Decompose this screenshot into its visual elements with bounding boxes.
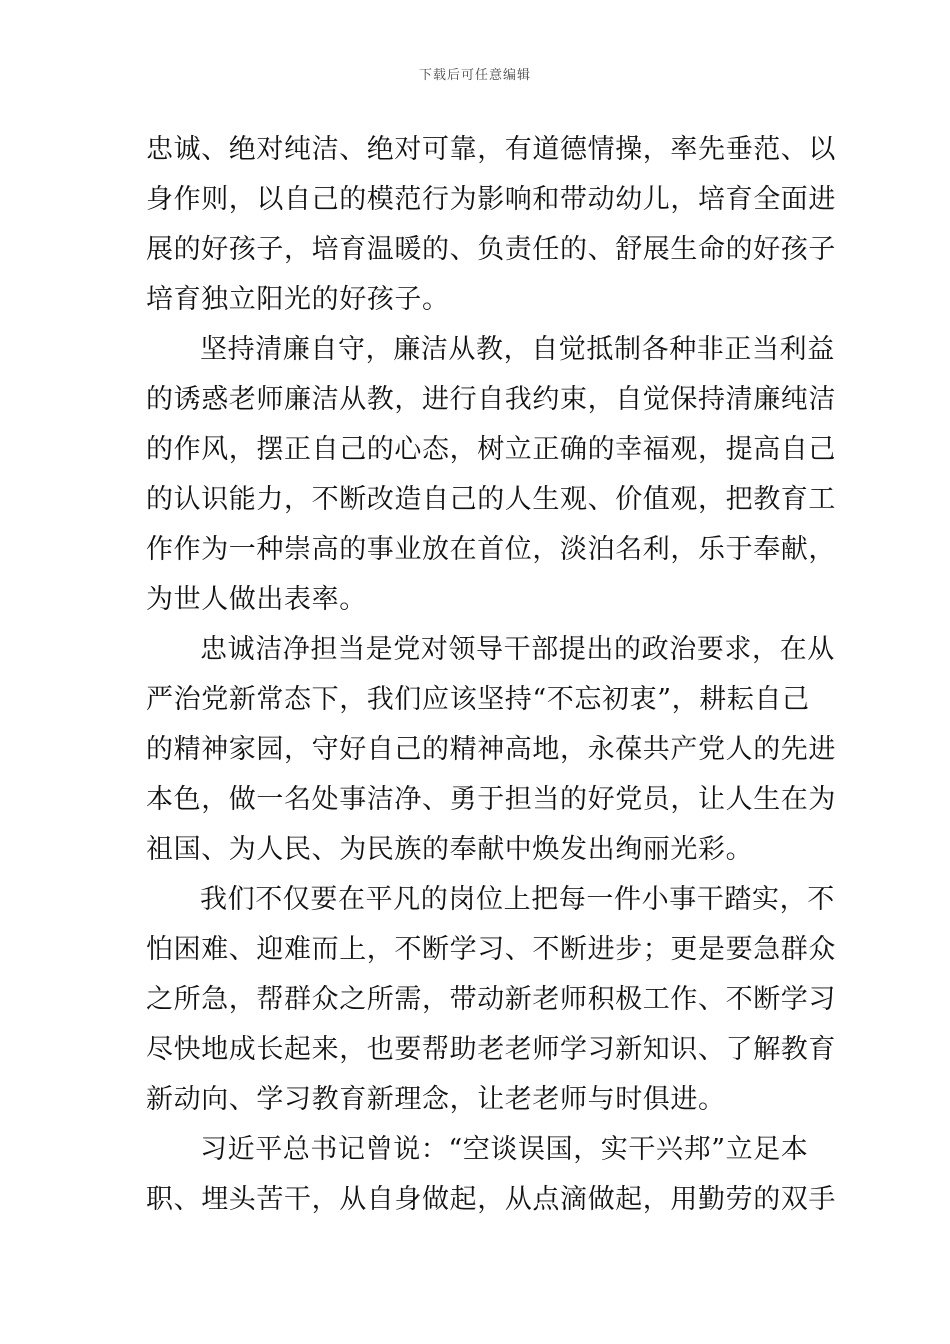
- text-line: 本色，做一名处事洁净、勇于担当的好党员，让人生在为: [146, 784, 836, 815]
- text-line: 展的好孩子，培育温暖的、负责任的、舒展生命的好孩子: [146, 234, 836, 265]
- text-line: 忠诚、绝对纯洁、绝对可靠，有道德情操，率先垂范、以: [146, 134, 836, 165]
- text-line: 职、埋头苦干，从自身做起，从点滴做起，用勤劳的双手: [146, 1184, 836, 1215]
- text-line: 身作则，以自己的模范行为影响和带动幼儿，培育全面进: [146, 184, 836, 215]
- text-line: 的诱惑老师廉洁从教，进行自我约束，自觉保持清廉纯洁: [146, 384, 836, 415]
- text-line: 习近平总书记曾说：“空谈误国，实干兴邦”立足本: [200, 1134, 809, 1165]
- text-line: 的精神家园，守好自己的精神高地，永葆共产党人的先进: [146, 734, 836, 765]
- text-line: 为世人做出表率。: [146, 584, 367, 615]
- text-line: 培育独立阳光的好孩子。: [146, 284, 450, 315]
- text-line: 忠诚洁净担当是党对领导干部提出的政治要求，在从: [200, 634, 835, 665]
- text-line: 尽快地成长起来，也要帮助老老师学习新知识、了解教育: [146, 1034, 836, 1065]
- text-line: 我们不仅要在平凡的岗位上把每一件小事干踏实，不: [200, 884, 835, 915]
- text-line: 作作为一种崇高的事业放在首位，淡泊名利，乐于奉献，: [146, 534, 836, 565]
- document-body: [146, 125, 836, 1225]
- text-line: 坚持清廉自守，廉洁从教，自觉抵制各种非正当利益: [200, 334, 835, 365]
- text-line: 新动向、学习教育新理念，让老老师与时俱进。: [146, 1084, 726, 1115]
- text-line: 之所急，帮群众之所需，带动新老师积极工作、不断学习: [146, 984, 836, 1015]
- text-line: 祖国、为人民、为民族的奉献中焕发出绚丽光彩。: [146, 834, 754, 865]
- text-line: 严治党新常态下，我们应该坚持“不忘初衷”，耕耘自己: [146, 684, 810, 715]
- text-line: 怕困难、迎难而上，不断学习、不断进步；更是要急群众: [146, 934, 836, 965]
- page-header: 下载后可任意编辑: [418, 68, 531, 83]
- text-line: 的作风，摆正自己的心态，树立正确的幸福观，提高自己: [146, 434, 836, 465]
- text-line: 的认识能力，不断改造自己的人生观、价值观，把教育工: [146, 484, 836, 515]
